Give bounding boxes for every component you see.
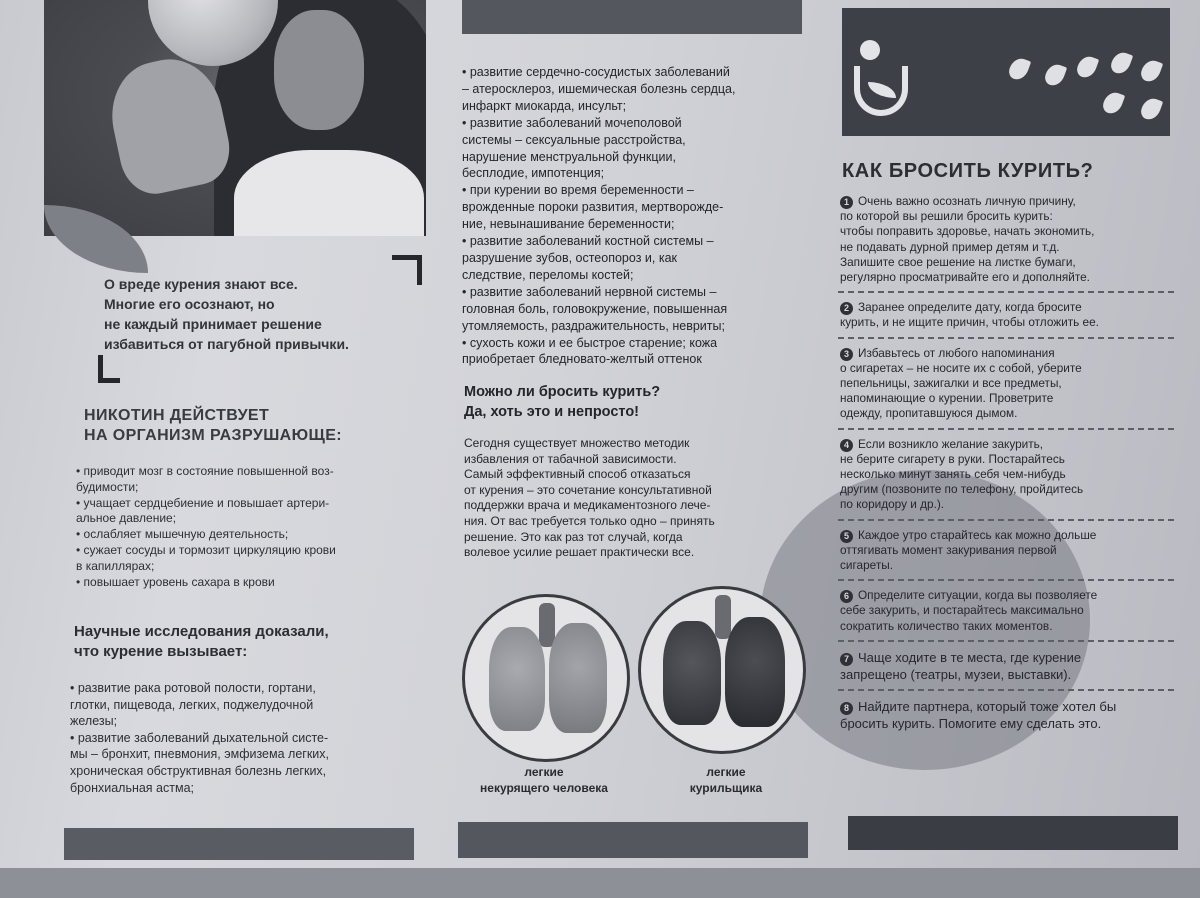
- drop-icon: [1007, 56, 1031, 83]
- list-item: • сухость кожи и ее быстрое старение; кожа приобретает бледновато-желтый оттенок: [462, 335, 718, 367]
- list-item: • развитие заболеваний дыхательной систе- мы – бронхит, пневмония, эмфизема легких, хроническая обструктивная болезнь легких, бронхиальная астма;: [70, 730, 330, 795]
- smoker-lungs-image: [638, 586, 806, 754]
- tip-text: Каждое утро старайтесь как можно дольше оттягивать момент закуривания первой сигареты.: [840, 527, 1097, 573]
- nicotine-heading: НИКОТИН ДЕЙСТВУЕТ НА ОРГАНИЗМ РАЗРУШАЮЩЕ:: [84, 407, 343, 444]
- drop-icon: [1101, 90, 1125, 117]
- tip-text: Если возникло желание закурить, не берите сигарету в руки. Постарайтесь несколько минут занять себя чем-нибудь другим (позвоните по телефону, пройдитесь по коридору и др.).: [840, 436, 1084, 512]
- list-item: • развитие заболеваний костной системы – разрушение зубов, остеопороз и, как следствие, переломы костей;: [462, 234, 714, 282]
- tip-number: 1: [840, 196, 853, 209]
- drop-icon: [1043, 62, 1067, 89]
- tip-number: 7: [840, 653, 853, 666]
- tip-item: [838, 647, 1174, 691]
- healthy-lungs-caption: легкие некурящего человека: [480, 765, 608, 795]
- tip-item: [838, 526, 1174, 582]
- column-left: [0, 0, 440, 898]
- girl-balloon-photo: [44, 0, 426, 236]
- bottom-bar-right: [848, 816, 1178, 850]
- tip-item: [838, 696, 1174, 738]
- tip-text: Найдите партнера, который тоже хотел бы бросить курить. Помогите ему сделать это.: [840, 698, 1117, 731]
- science-heading: Научные исследования доказали, что курение вызывает:: [74, 623, 329, 660]
- list-item: • учащает сердцебиение и повышает артери- альное давление;: [76, 495, 330, 526]
- column-middle: [440, 0, 820, 898]
- column-right: [820, 0, 1200, 898]
- tip-text: Заранее определите дату, когда бросите курить, и не ищите причин, чтобы отложить ее.: [840, 300, 1099, 330]
- list-item: • ослабляет мышечную деятельность;: [76, 527, 289, 542]
- tip-number: 8: [840, 702, 853, 715]
- intro-text: О вреде курения знают все. Многие его осознают, но не каждый принимает решение избавиться от пагубной привычки.: [104, 276, 349, 352]
- list-item: • развитие заболеваний нервной системы – головная боль, головокружение, повышенная утомляемость, раздражительность, невриты;: [462, 284, 728, 333]
- bottom-bar-left: [64, 828, 414, 860]
- tip-item: [838, 435, 1174, 521]
- tip-item: [838, 344, 1174, 430]
- tip-text: Чаще ходите в те места, где курение запрещено (театры, музеи, выставки).: [840, 649, 1082, 682]
- person-icon: [860, 40, 880, 60]
- list-item: • приводит мозг в состояние повышенной воз- будимости;: [76, 464, 334, 494]
- tip-text: Определите ситуации, когда вы позволяете себе закурить, и постарайтесь максимально сократить количество таких моментов.: [840, 588, 1098, 633]
- tip-item: [838, 586, 1174, 642]
- list-item: • развитие рака ротовой полости, гортани, глотки, пищевода, легких, поджелудочной железы;: [70, 681, 316, 729]
- tip-number: 3: [840, 348, 853, 361]
- tip-text: Избавьтесь от любого напоминания о сигаретах – не носите их с собой, уберите пепельницы, зажигалки и все предметы, напоминающие о курении. Проветрите одежду, пропитавшуюся дымом.: [840, 345, 1082, 421]
- table-surface: [0, 868, 1200, 898]
- bottom-bar-middle: [458, 822, 808, 858]
- tip-number: 2: [840, 302, 853, 315]
- top-bar-middle: [462, 0, 802, 34]
- science-effects-list: [70, 680, 415, 796]
- tip-number: 4: [840, 439, 853, 452]
- list-item: • развитие заболеваний мочеполовой системы – сексуальные расстройства, нарушение менструальной функции, бесплодие, импотенция;: [462, 115, 686, 181]
- quit-question-heading: Можно ли бросить курить? Да, хоть это и непросто!: [464, 384, 661, 420]
- drop-icon: [1075, 54, 1099, 81]
- hand-image: [102, 50, 237, 200]
- tip-text: Очень важно осознать личную причину, по которой вы решили бросить курить: чтобы поправить здоровье, начать экономить, не подавать дурной пример детям и т.д. Запишите свое решение на листке бумаги, регулярно просматривайте его и дополняйте.: [840, 194, 1095, 285]
- disease-list: [462, 64, 807, 368]
- list-item: • сужает сосуды и тормозит циркуляцию крови в капиллярах;: [76, 542, 336, 573]
- tip-item: [838, 298, 1174, 338]
- how-to-quit-heading: КАК БРОСИТЬ КУРИТЬ?: [842, 160, 1094, 182]
- drop-icon: [1109, 50, 1133, 77]
- list-item: • повышает уровень сахара в крови: [76, 574, 275, 589]
- corner-bracket-bottom-left: [98, 355, 120, 383]
- tip-number: 6: [840, 590, 853, 603]
- quit-question-body: Сегодня существует множество методик избавления от табачной зависимости. Самый эффективный способ отказаться от курения – это сочетание консультативной поддержки врача и медикаментозного лече- ния. От вас требуется только одно – принять решение. Это как раз тот случай, когда волевое усилие решает практически все.: [464, 436, 715, 560]
- drop-icon: [1139, 58, 1163, 85]
- nicotine-effects-list: [76, 464, 426, 590]
- smoker-lungs-caption: легкие курильщика: [689, 765, 763, 795]
- quit-tips-list: [838, 192, 1174, 743]
- tip-number: 5: [840, 530, 853, 543]
- banner-graphic: [842, 8, 1170, 136]
- tip-item: [838, 192, 1174, 293]
- healthy-lungs-image: [462, 594, 630, 762]
- drop-icon: [1139, 96, 1163, 123]
- list-item: • развитие сердечно-сосудистых заболеваний – атеросклероз, ишемическая болезнь сердца, инфаркт миокарда, инсульт;: [462, 65, 736, 113]
- list-item: • при курении во время беременности – врожденные пороки развития, мертворожде- ние, невынашивание беременности;: [462, 183, 724, 232]
